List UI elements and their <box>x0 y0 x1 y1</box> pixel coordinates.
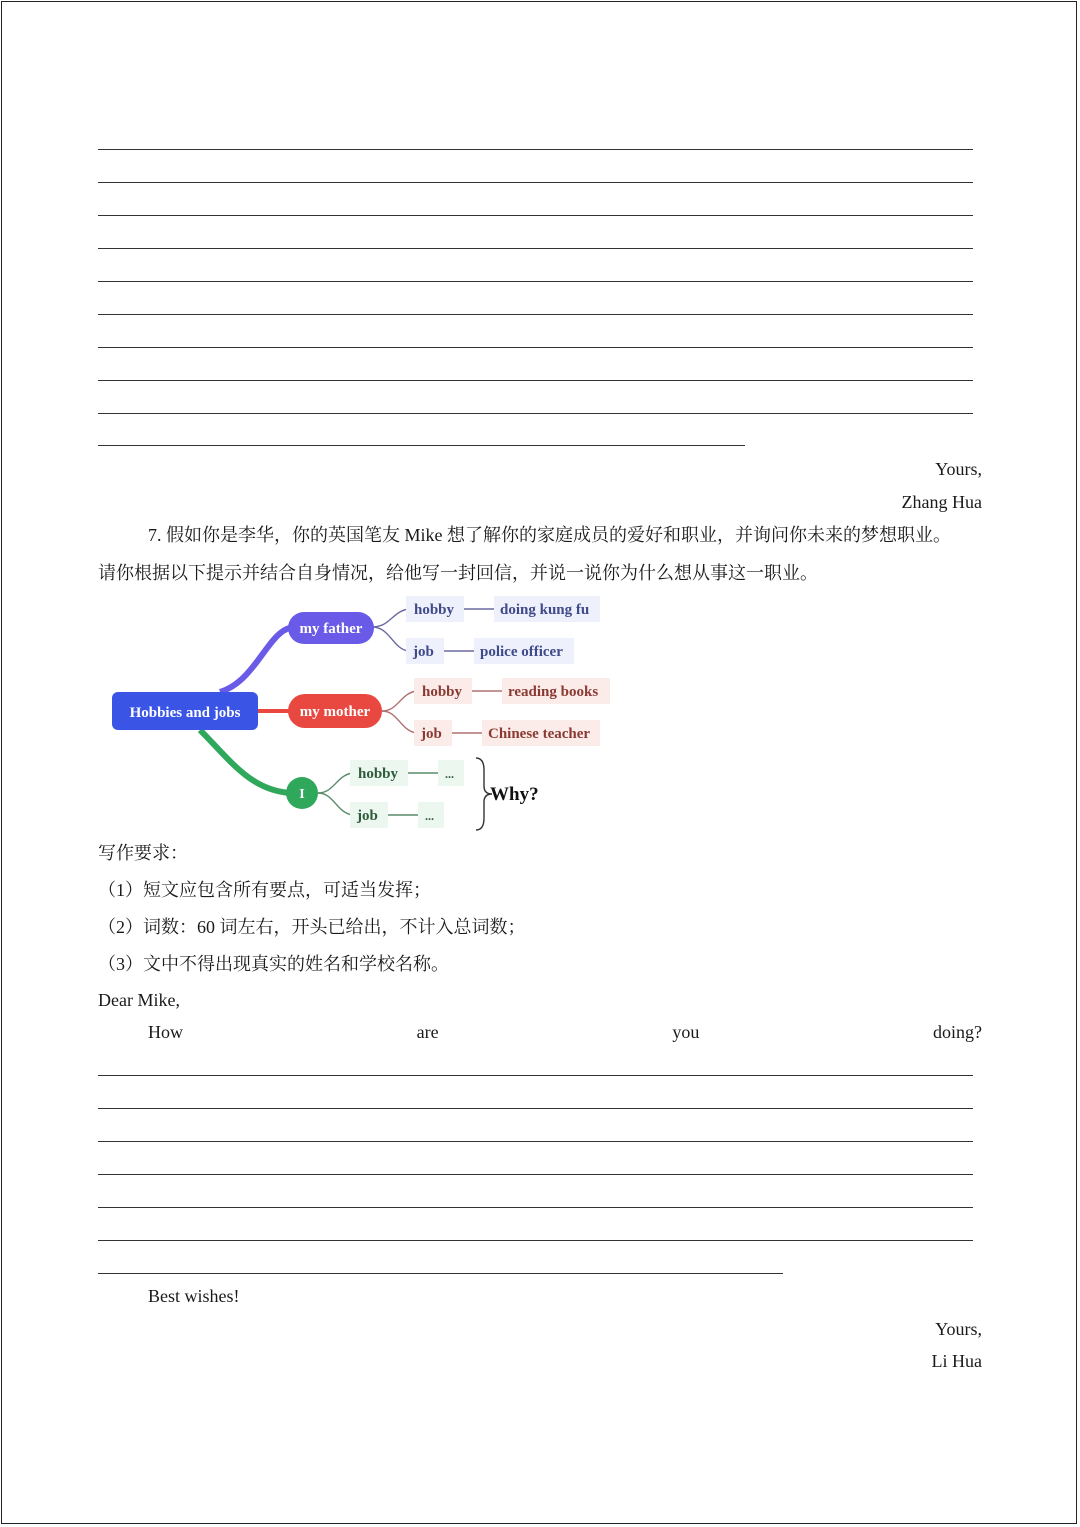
branch-line <box>372 609 408 627</box>
answer-line[interactable] <box>98 380 973 381</box>
opening-word: doing? <box>933 1022 982 1042</box>
branch-line <box>382 691 416 711</box>
branch-line <box>372 627 408 651</box>
opening-word: are <box>416 1022 439 1042</box>
answer-line[interactable] <box>98 445 745 446</box>
signature-top: Zhang Hua <box>901 492 982 512</box>
me-label: I <box>299 787 305 802</box>
question-line-1 <box>148 524 951 546</box>
closing-top: Yours, <box>935 459 982 479</box>
salutation: Dear Mike, <box>98 990 180 1010</box>
signature-bottom: Li Hua <box>931 1351 982 1371</box>
branch-line <box>382 711 416 733</box>
father-job-value: police officer <box>480 644 563 660</box>
answer-line[interactable] <box>98 182 973 183</box>
mother-label: my mother <box>299 704 371 720</box>
connector-father <box>220 627 300 692</box>
answer-line[interactable] <box>98 215 973 216</box>
mind-map-svg <box>100 590 620 840</box>
answer-line[interactable] <box>98 281 973 282</box>
me-job-key: job <box>357 808 378 824</box>
mother-job-key: job <box>421 726 442 742</box>
question-line-2: 请你根据以下提示并结合自身情况，给他写一封回信，并说一说你为什么想从事这一职业。 <box>98 563 818 583</box>
opening-word: How <box>148 1022 183 1042</box>
me-job-value: ... <box>425 809 434 823</box>
mind-map <box>100 590 620 845</box>
answer-line[interactable] <box>98 1174 973 1175</box>
mother-hobby-key: hobby <box>422 684 463 700</box>
father-job-key: job <box>413 644 434 660</box>
answer-line[interactable] <box>98 1273 783 1274</box>
answer-line[interactable] <box>98 1141 973 1142</box>
answer-line[interactable] <box>98 347 973 348</box>
why-label: Why? <box>490 784 539 805</box>
root-label: Hobbies and jobs <box>129 705 241 721</box>
question-number: 7. <box>148 525 162 545</box>
requirement-item: （1）短文应包含所有要点，可适当发挥； <box>98 880 431 900</box>
answer-line[interactable] <box>98 1240 973 1241</box>
me-hobby-key: hobby <box>358 766 399 782</box>
question-text-1: 假如你是李华，你的英国笔友 Mike 想了解你的家庭成员的爱好和职业，并询问你未来的梦想职业。 <box>166 525 951 545</box>
opening-line <box>148 1021 982 1043</box>
me-hobby-value: ... <box>445 767 454 781</box>
answer-line[interactable] <box>98 314 973 315</box>
mother-job-value: Chinese teacher <box>488 726 591 742</box>
father-hobby-key: hobby <box>414 602 455 618</box>
requirement-item: （2）词数：60 词左右，开头已给出，不计入总词数； <box>98 917 526 937</box>
mother-hobby-value: reading books <box>508 684 599 700</box>
closing-bottom: Yours, <box>935 1319 982 1339</box>
branch-line <box>318 773 352 793</box>
father-hobby-value: doing kung fu <box>500 602 590 618</box>
opening-word: you <box>672 1022 700 1042</box>
father-label: my father <box>299 621 363 637</box>
answer-line[interactable] <box>98 1108 973 1109</box>
connector-me <box>200 730 290 793</box>
answer-line[interactable] <box>98 248 973 249</box>
requirements-heading: 写作要求： <box>98 843 188 863</box>
answer-line[interactable] <box>98 1207 973 1208</box>
best-wishes: Best wishes! <box>148 1286 240 1306</box>
answer-line[interactable] <box>98 149 973 150</box>
answer-line[interactable] <box>98 1075 973 1076</box>
answer-line[interactable] <box>98 413 973 414</box>
branch-line <box>318 793 352 815</box>
requirement-item: （3）文中不得出现真实的姓名和学校名称。 <box>98 954 449 974</box>
